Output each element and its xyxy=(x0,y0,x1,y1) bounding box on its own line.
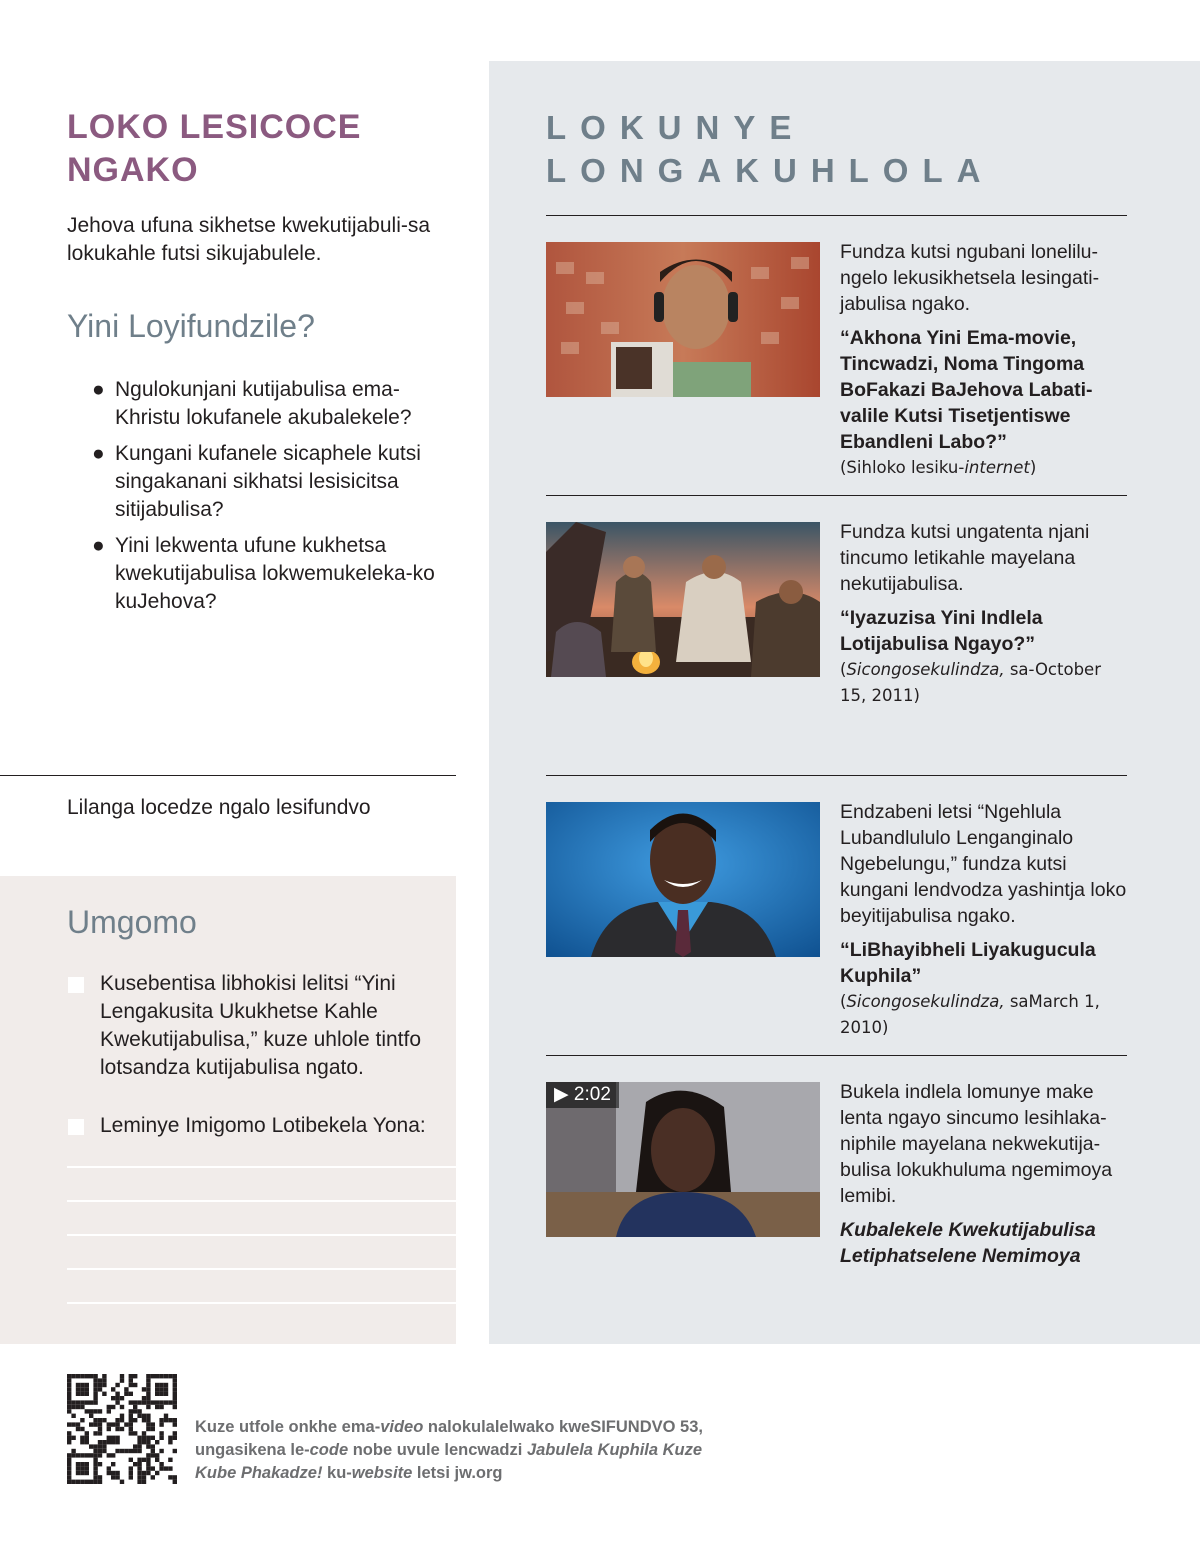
resource-4 xyxy=(840,1079,1130,1269)
smiling-man-portrait[interactable] xyxy=(546,802,820,957)
bullet-icon: ● xyxy=(92,442,105,465)
summary-title-line1: LOKO LESICOCE xyxy=(67,108,362,146)
goal-write-line[interactable] xyxy=(67,1302,456,1304)
resource-link[interactable]: “Akhona Yini Ema-movie, Tincwadzi, Noma Tingoma BoFakazi BaJehova Labati-valile Kutsi Tisetjentiswe Ebandleni Labo?” xyxy=(840,327,1093,453)
footer-text: nobe uvule lencwadzi xyxy=(348,1441,527,1459)
qr-code-icon[interactable] xyxy=(67,1374,177,1484)
summary-title xyxy=(67,106,447,192)
resource-description: Fundza kutsi ngubani lonelilu-ngelo lekusikhetsela lesingati-jabulisa ngako. xyxy=(840,241,1100,315)
source-suffix: ) xyxy=(1029,458,1037,477)
resource-source xyxy=(840,989,1130,1041)
source-italic: Sicongosekulindza, xyxy=(846,660,1005,679)
resource-source xyxy=(840,657,1130,709)
section-divider xyxy=(546,215,1127,216)
footer-italic: code xyxy=(309,1441,349,1459)
review-heading: Yini Loyifundzile? xyxy=(67,308,315,344)
resource-description: Fundza kutsi ungatenta njani tincumo letikahle mayelana nekutijabulisa. xyxy=(840,521,1090,595)
footer-text: nalokulalelwako kweSIFUNDVO 53, xyxy=(423,1418,703,1436)
question-text: Ngulokunjani kutijabulisa ema-Khristu lokufanele akubalekele? xyxy=(115,378,412,429)
footer-italic: website xyxy=(351,1464,413,1482)
goal-text-1: Kusebentisa libhokisi lelitsi “Yini Lengakusita Ukukhetse Kahle Kwekutijabulisa,” kuze uhlole tintfo lotsandza kutijabulisa ngato. xyxy=(100,972,422,1079)
question-text: Yini lekwenta ufune kukhetsa kwekutijabulisa lokwemukeleka-ko kuJehova? xyxy=(115,534,435,613)
question-text: Kungani kufanele sicaphele kutsi singakanani sikhatsi lesisicitsa sitijabulisa? xyxy=(115,442,421,521)
footer-text: ku- xyxy=(322,1464,352,1482)
source-italic: Sicongosekulindza, xyxy=(846,992,1005,1011)
source-suffix: sa-October 15, 2011) xyxy=(840,660,1101,705)
goal-checkbox-2[interactable] xyxy=(68,1119,84,1135)
goal-heading: Umgomo xyxy=(67,904,197,940)
list-item xyxy=(92,440,452,524)
footer-line xyxy=(195,1416,755,1439)
summary-intro: Jehova ufuna sikhetse kwekutijabuli-sa lokukahle futsi sikujabulele. xyxy=(67,214,431,265)
footer-note xyxy=(195,1416,755,1485)
section-divider xyxy=(546,1055,1127,1056)
resource-link[interactable]: “Iyazuzisa Yini Indlela Lotijabulisa Ngayo?” xyxy=(840,607,1043,655)
jesus-campfire-painting[interactable] xyxy=(546,522,820,677)
footer-italic: Kube Phakadze! xyxy=(195,1464,323,1482)
section-divider xyxy=(546,775,1127,776)
further-study-title-line2: LONGAKUHLOLA xyxy=(546,152,995,189)
goal-write-line[interactable] xyxy=(67,1166,456,1168)
source-prefix: (Sihloko lesiku- xyxy=(840,458,965,477)
goal-write-line[interactable] xyxy=(67,1234,456,1236)
source-suffix: saMarch 1, 2010) xyxy=(840,992,1100,1037)
goal-write-line[interactable] xyxy=(67,1200,456,1202)
video-duration: 2:02 xyxy=(573,1084,611,1105)
source-prefix: ( xyxy=(840,992,847,1011)
footer-link[interactable]: letsi jw.org xyxy=(412,1464,503,1482)
footer-text: ungasikena le- xyxy=(195,1441,310,1459)
section-divider xyxy=(546,495,1127,496)
list-item xyxy=(92,532,452,616)
resource-description: Endzabeni letsi “Ngehlula Lubandlululo Lenganginalo Ngebelungu,” fundza kutsi kungani lendvodza yashintja loko beyitijabulisa ngako. xyxy=(840,801,1127,927)
resource-link[interactable]: “LiBhayibheli Liyakugucula Kuphila” xyxy=(840,939,1096,987)
source-italic: internet xyxy=(964,458,1030,477)
footer-italic: video xyxy=(380,1418,424,1436)
completion-date-label: Lilanga locedze ngalo lesifundvo xyxy=(67,796,371,819)
footer-italic: Jabulela Kuphila Kuze xyxy=(526,1441,703,1459)
young-man-headphones-photo[interactable] xyxy=(546,242,820,397)
goal-write-line[interactable] xyxy=(67,1268,456,1270)
footer-line xyxy=(195,1462,755,1485)
further-study-title-line1: LOKUNYE xyxy=(546,109,806,146)
date-divider xyxy=(0,775,456,776)
resource-2 xyxy=(840,519,1130,709)
list-item xyxy=(92,376,452,432)
resource-source xyxy=(840,455,1130,481)
review-questions xyxy=(92,376,452,624)
goal-text-2: Leminye Imigomo Lotibekela Yona: xyxy=(100,1114,426,1137)
source-prefix: ( xyxy=(840,660,847,679)
woman-video-still[interactable] xyxy=(546,1082,820,1237)
resource-description: Bukela indlela lomunye make lenta ngayo sincumo lesihlaka-niphile mayelana nekwekutija-bulisa lokukhuluma ngemimoya lemibi. xyxy=(840,1081,1113,1207)
summary-title-line2: NGAKO xyxy=(67,151,199,189)
play-icon: ▶ xyxy=(554,1084,569,1105)
resource-3 xyxy=(840,799,1130,1041)
resource-1 xyxy=(840,239,1130,481)
video-duration-badge[interactable] xyxy=(546,1082,619,1108)
resource-link[interactable]: Kubalekele Kwekutijabulisa Letiphatselene Nemimoya xyxy=(840,1219,1096,1267)
footer-line xyxy=(195,1439,755,1462)
goal-checkbox-1[interactable] xyxy=(68,977,84,993)
footer-text: Kuze utfole onkhe ema- xyxy=(195,1418,381,1436)
further-study-title xyxy=(546,106,1146,192)
goal-panel xyxy=(0,876,456,1344)
bullet-icon: ● xyxy=(92,378,105,401)
bullet-icon: ● xyxy=(92,534,105,557)
